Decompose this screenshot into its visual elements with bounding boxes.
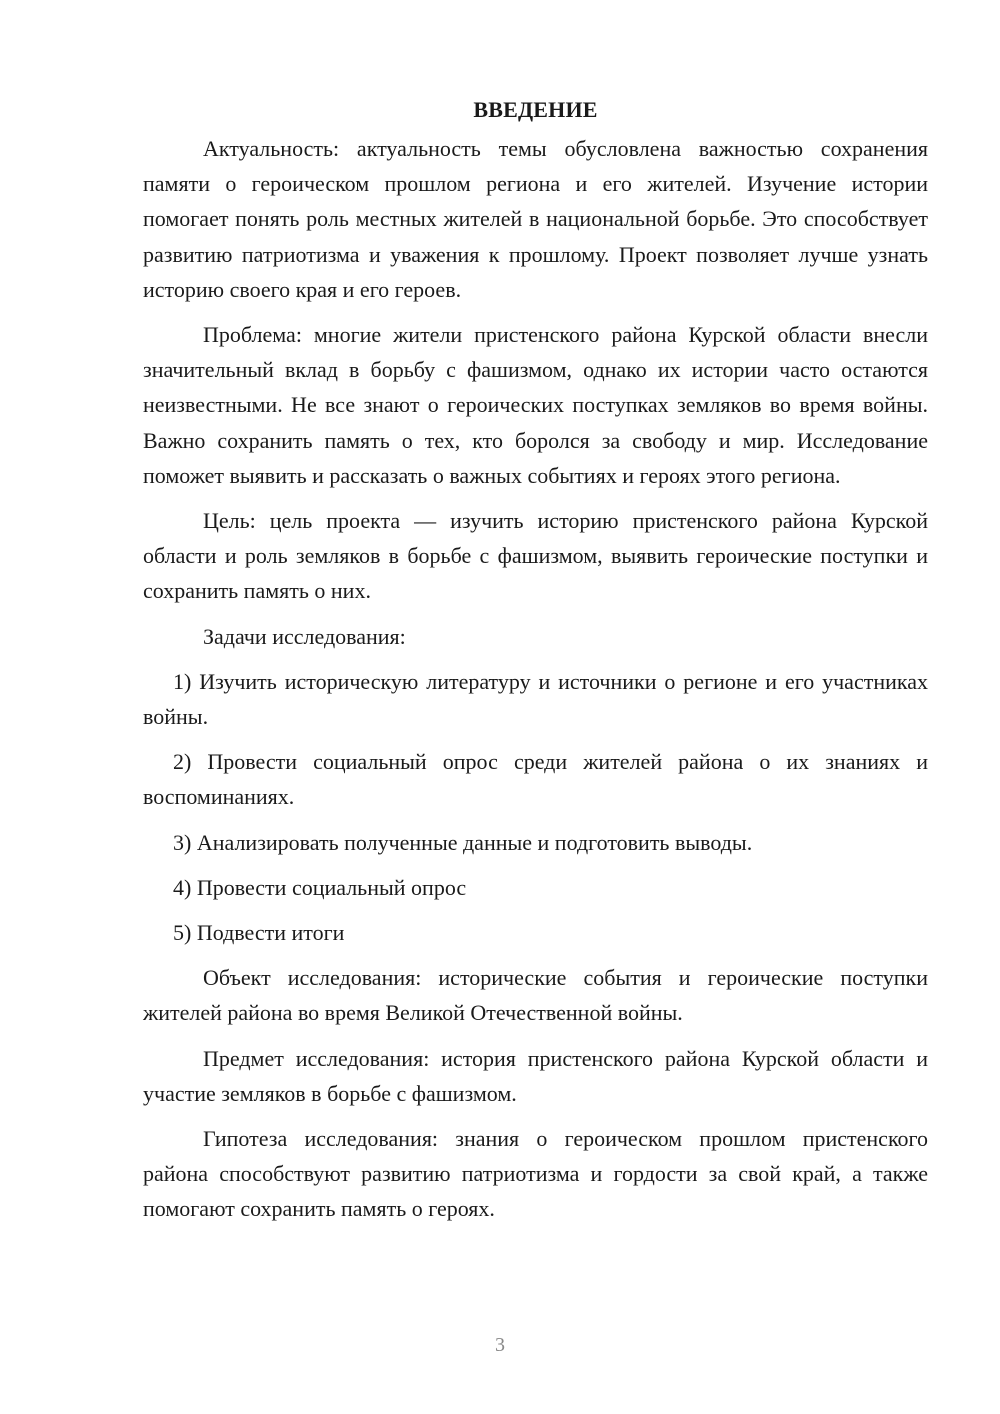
document-page [143, 92, 928, 1237]
paragraph-relevance: Актуальность: актуальность темы обусловлена важностью сохранения памяти о героическом прошлом региона и его жителей. Изучение истории помогает понять роль местных жителей в национальной борьбе. Это способствует развитию патриотизма и уважения к прошлому. Проект позволяет лучше узнать историю своего края и его героев. [143, 136, 928, 302]
task-item: 4) Провести социальный опрос [173, 874, 467, 900]
page-number: 3 [495, 1334, 505, 1356]
paragraph-goal: Цель: цель проекта — изучить историю пристенского района Курской области и роль земляков в борьбе с фашизмом, выявить героические поступки и сохранить память о них. [143, 508, 928, 604]
document-title: ВВЕДЕНИЕ [473, 97, 598, 122]
task-item: 5) Подвести итоги [173, 920, 345, 946]
paragraph-hypothesis: Гипотеза исследования: знания о героическом прошлом пристенского района способствуют развитию патриотизма и гордости за свой край, а также помогают сохранить память о героях. [143, 1126, 928, 1222]
paragraph-subject: Предмет исследования: история пристенского района Курской области и участие земляков в борьбе с фашизмом. [143, 1045, 928, 1106]
task-item: 2) Провести социальный опрос среди жителей района о их знаниях и воспоминаниях. [143, 749, 928, 810]
task-item: 1) Изучить историческую литературу и источники о регионе и его участниках войны. [143, 668, 928, 730]
task-item: 3) Анализировать полученные данные и подготовить выводы. [173, 829, 753, 855]
paragraph-problem: Проблема: многие жители пристенского района Курской области внесли значительный вклад в борьбу с фашизмом, однако их истории часто остаются неизвестными. Не все знают о героических поступках земляков во время войны. Важно сохранить память о тех, кто боролся за свободу и мир. Исследование поможет выявить и рассказать о важных событиях и героях этого региона. [143, 322, 928, 488]
paragraph-object: Объект исследования: исторические события и героические поступки жителей района во время Великой Отечественной войны. [143, 965, 928, 1026]
tasks-heading: Задачи исследования: [203, 623, 406, 649]
